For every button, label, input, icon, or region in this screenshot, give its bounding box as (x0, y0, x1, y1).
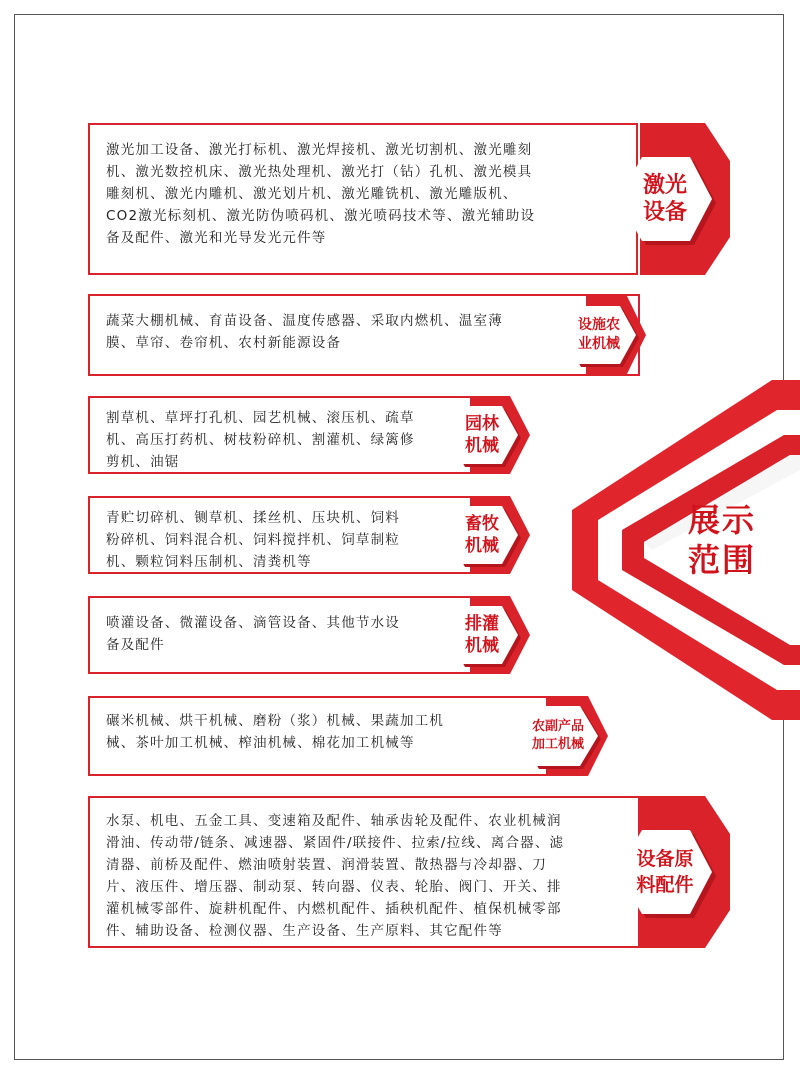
category-badge-livestock (440, 496, 530, 574)
card-text: 水泵、机电、五金工具、变速箱及配件、轴承齿轮及配件、农业机械润 滑油、传动带/链条、减速器、紧固件/联接件、拉索/拉线、离合器、滤 清器、前桥及配件、燃油喷射装置、润滑装置、散热器与冷却器、刀 片、液压件、增压器、制动泵、转向器、仪表、轮胎、阀门、开关、排 灌机械零部件、旋耕机配件、内燃机配件、插秧机配件、植保机械零部 件、辅助设备、检测仪器、生产设备、生产原料、其它配件等 (106, 813, 565, 939)
badge-label: 排灌 机械 (465, 614, 499, 656)
card-text: 蔬菜大棚机械、育苗设备、温度传感器、采取内燃机、温室薄 膜、草帘、卷帘机、农村新能源设备 (106, 313, 503, 351)
card-text: 青贮切碎机、铡草机、揉丝机、压块机、饲料 粉碎机、饲料混合机、饲料搅拌机、饲草制粒 机、颗粒饲料压制机、清粪机等 (106, 510, 400, 570)
badge-label: 激光 设备 (642, 173, 687, 225)
card-text: 激光加工设备、激光打标机、激光焊接机、激光切割机、激光雕刻 机、激光数控机床、激光热处理机、激光打（钻）孔机、激光模具 雕刻机、激光内雕机、激光划片机、激光雕铣机、激光雕版机、 CO2激光标刻机、激光防伪喷码机、激光喷码技术等、激光辅助设 备及配件、激光和光导发光元件等 (106, 142, 536, 246)
category-badge-irrigation (440, 596, 530, 674)
badge-label: 设施农 业机械 (578, 317, 620, 352)
category-badge-garden (440, 396, 530, 474)
badge-label: 设备原 料配件 (636, 848, 694, 896)
category-badge-parts (590, 796, 730, 948)
badge-label: 畜牧 机械 (465, 514, 499, 556)
category-card-laser (88, 123, 638, 275)
center-label: 展示 范围 (687, 501, 756, 579)
card-text: 喷灌设备、微灌设备、滴管设备、其他节水设 备及配件 (106, 615, 400, 653)
category-badge-facility-agri (556, 294, 646, 376)
category-badge-laser (590, 123, 730, 275)
card-text: 碾米机械、烘干机械、磨粉（浆）机械、果蔬加工机 械、茶叶加工机械、榨油机械、棉花加工机械等 (106, 713, 445, 751)
category-badge-processing (516, 696, 608, 776)
category-card-garden (88, 396, 500, 474)
card-text: 割草机、草坪打孔机、园艺机械、滚压机、疏草 机、高压打药机、树枝粉碎机、割灌机、绿篱修 剪机、油锯 (106, 410, 415, 470)
category-card-parts (88, 796, 640, 948)
badge-label: 园林 机械 (465, 414, 499, 456)
category-card-livestock (88, 496, 500, 574)
category-card-processing (88, 696, 568, 776)
badge-label: 农副产品 加工机械 (531, 719, 584, 752)
category-card-irrigation (88, 596, 500, 674)
